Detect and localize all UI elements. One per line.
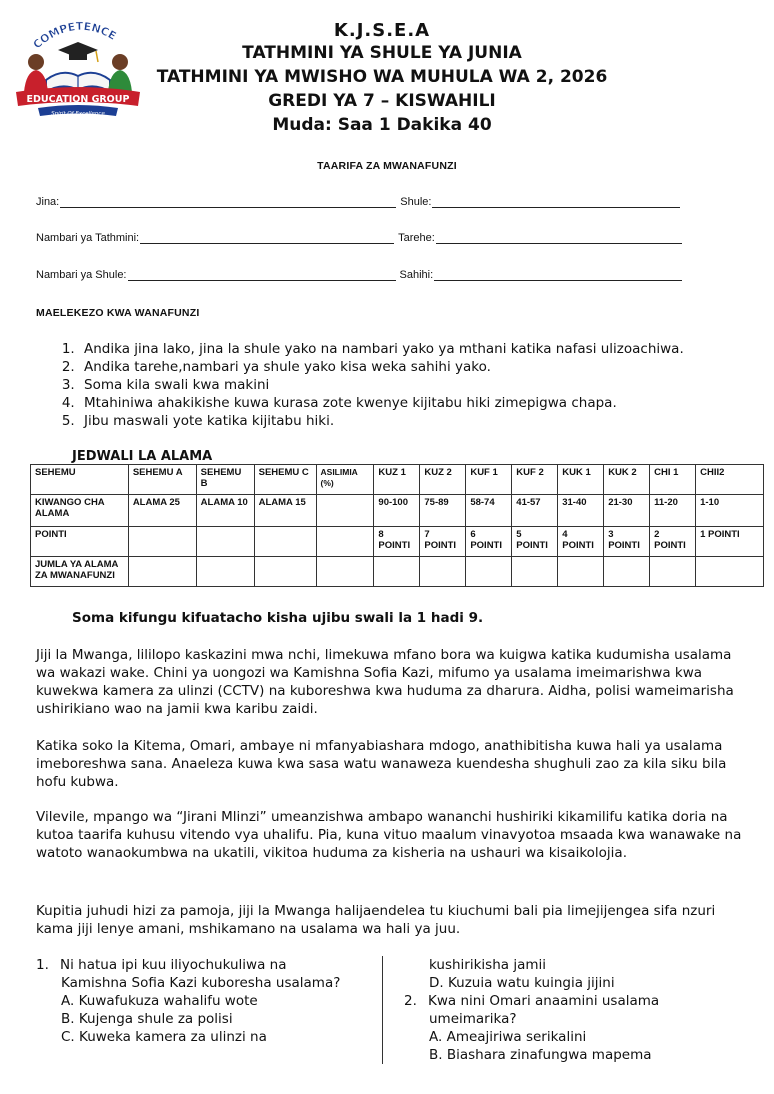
- table-cell: 31-40: [558, 495, 604, 527]
- table-cell: [316, 527, 374, 557]
- question-1: [36, 956, 376, 1046]
- school-number-label: Nambari ya Shule:: [36, 269, 127, 281]
- question-text: umeimarika?: [429, 1011, 517, 1027]
- table-cell: 90-100: [374, 495, 420, 527]
- table-cell: 75-89: [420, 495, 466, 527]
- student-info-title: TAARIFA ZA MWANAFUNZI: [317, 160, 457, 172]
- question-text: Kwa nini Omari anaamini usalama: [428, 993, 660, 1009]
- instruction-item: 1. Andika jina lako, jina la shule yako na nambari yako ya mthani katika nafasi ulizoachiwa.: [79, 340, 756, 358]
- logo-top-text: COMPETENCE: [30, 19, 119, 52]
- question-1-continued: [404, 956, 764, 1064]
- logo-slogan: Spirit Of Excellence: [51, 111, 105, 117]
- question-number: 1.: [36, 957, 49, 973]
- table-cell: POINTI: [31, 527, 129, 557]
- table-cell: 3 POINTI: [604, 527, 650, 557]
- table-cell: [466, 557, 512, 587]
- exam-number-label: Nambari ya Tathmini:: [36, 232, 140, 244]
- instruction-item: 4. Mtahiniwa ahakikishe kuwa kurasa zote kwenye kijitabu hiki zimepigwa chapa.: [79, 394, 756, 412]
- passage-paragraph: Kupitia juhudi hizi za pamoja, jiji la Mwanga halijaendelea tu kiuchumi bali pia limejijengea sifa nzuri kama jiji lenye amani, mshikamano na usalama wa hali ya juu.: [36, 903, 716, 937]
- table-header-cell: KUF 1: [466, 465, 512, 495]
- table-header-cell: KUZ 2: [420, 465, 466, 495]
- date-label: Tarehe:: [398, 232, 435, 244]
- header-duration: Muda: Saa 1 Dakika 40: [272, 115, 492, 135]
- option-b[interactable]: B. Kujenga shule za polisi: [61, 1011, 233, 1027]
- passage-paragraph: Jiji la Mwanga, lililopo kaskazini mwa nchi, limekuwa mfano bora wa kuigwa katika kudumisha usalama wa wakazi wake. Chini ya uongozi wa Kamishna Sofia Kazi, mifumo ya usalama imeimarishwa kwa kuwekwa kamera za ulinzi (CCTV) na kuboreshwa kwa huduma za dharura. Aidha, polisi wameimarisha ushirikiano wao na jamii kwa karibu zaidi.: [36, 647, 734, 717]
- competence-logo: [12, 12, 144, 124]
- marks-table-title: JEDWALI LA ALAMA: [72, 449, 213, 464]
- table-cell: 1 POINTI: [696, 527, 764, 557]
- table-cell: [558, 557, 604, 587]
- table-cell[interactable]: [316, 557, 374, 587]
- table-header-cell: KUZ 1: [374, 465, 420, 495]
- instruction-item: 2. Andika tarehe,nambari ya shule yako kisa weka sahihi yako.: [79, 358, 756, 376]
- table-header-cell: KUK 2: [604, 465, 650, 495]
- table-cell: 6 POINTI: [466, 527, 512, 557]
- table-header-row: [31, 465, 764, 495]
- header-title-kjsea: K.J.S.E.A: [333, 20, 431, 41]
- question-2: [404, 992, 764, 1010]
- table-cell[interactable]: [128, 557, 196, 587]
- passage-paragraph: Katika soko la Kitema, Omari, ambaye ni mfanyabiashara mdogo, anathibitisha kuwa hali ya usalama imeboreshwa sana. Anaeleza kuwa kwa sasa watu wanaweza kuendesha shughuli zao za kila siku bila hofu kubwa.: [36, 738, 727, 790]
- column-divider: [382, 956, 383, 1064]
- option-a[interactable]: A. Kuwafukuza wahalifu wote: [61, 993, 258, 1009]
- table-cell[interactable]: [196, 557, 254, 587]
- table-cell: KIWANGO CHA ALAMA: [31, 495, 129, 527]
- question-number: 2.: [404, 993, 417, 1009]
- table-header-cell: SEHEMU: [31, 465, 129, 495]
- question-text: Kamishna Sofia Kazi kuboresha usalama?: [61, 975, 341, 991]
- table-header-cell: SEHEMU C: [254, 465, 316, 495]
- exam-number-field[interactable]: [36, 232, 682, 244]
- table-cell: 7 POINTI: [420, 527, 466, 557]
- option-d[interactable]: D. Kuzuia watu kuingia jijini: [429, 975, 615, 991]
- option-c-continued[interactable]: kushirikisha jamii: [429, 957, 546, 973]
- table-cell: [316, 495, 374, 527]
- passage-intro: Soma kifungu kifuatacho kisha ujibu swali la 1 hadi 9.: [72, 610, 484, 626]
- name-field[interactable]: [36, 196, 680, 208]
- table-cell: 4 POINTI: [558, 527, 604, 557]
- table-header-cell: ASILIMIA (%): [316, 465, 374, 495]
- table-cell: [696, 557, 764, 587]
- logo-band-text: EDUCATION GROUP: [26, 94, 130, 105]
- instruction-item: 5. Jibu maswali yote katika kijitabu hiki.: [79, 412, 756, 430]
- question-text: Ni hatua ipi kuu iliyochukuliwa na: [60, 957, 287, 973]
- table-cell: 1-10: [696, 495, 764, 527]
- name-label: Jina:: [36, 196, 60, 208]
- table-cell: [650, 557, 696, 587]
- table-cell: [196, 527, 254, 557]
- instructions-title: MAELEKEZO KWA WANAFUNZI: [36, 307, 200, 319]
- table-cell: 8 POINTI: [374, 527, 420, 557]
- table-cell: [128, 527, 196, 557]
- table-cell: [512, 557, 558, 587]
- table-cell: ALAMA 10: [196, 495, 254, 527]
- table-header-cell: KUF 2: [512, 465, 558, 495]
- table-row: [31, 495, 764, 527]
- table-cell: [420, 557, 466, 587]
- table-header-cell: SEHEMU B: [196, 465, 254, 495]
- table-header-cell: CHI 1: [650, 465, 696, 495]
- passage-paragraph: Vilevile, mpango wa “Jirani Mlinzi” umeanzishwa ambapo wananchi hushiriki kikamilifu katika doria na kutoa taarifa kuhusu vitendo vya uhalifu. Pia, kuna vituo maalum vinavyotoa msaada kwa wanawake na watoto wanaokumbwa na ukatili, vikitoa huduma za kisheria na ushauri wa kisaikolojia.: [36, 809, 742, 861]
- header-title-line2: TATHMINI YA SHULE YA JUNIA: [242, 43, 522, 63]
- header-title-line4: GREDI YA 7 – KISWAHILI: [268, 91, 496, 111]
- school-number-field[interactable]: [36, 269, 682, 281]
- table-cell: 5 POINTI: [512, 527, 558, 557]
- school-label: Shule:: [400, 196, 432, 208]
- table-cell: 41-57: [512, 495, 558, 527]
- table-cell: [254, 527, 316, 557]
- table-cell: 21-30: [604, 495, 650, 527]
- table-header-cell: KUK 1: [558, 465, 604, 495]
- table-cell: [374, 557, 420, 587]
- table-cell: [604, 557, 650, 587]
- table-row: [31, 527, 764, 557]
- table-cell: 2 POINTI: [650, 527, 696, 557]
- option-b[interactable]: B. Biashara zinafungwa mapema: [429, 1047, 652, 1063]
- table-cell: ALAMA 25: [128, 495, 196, 527]
- table-header-cell: SEHEMU A: [128, 465, 196, 495]
- signature-label: Sahihi:: [399, 269, 434, 281]
- table-cell: 11-20: [650, 495, 696, 527]
- marks-table: [30, 464, 764, 587]
- instruction-item: 3. Soma kila swali kwa makini: [79, 376, 756, 394]
- table-cell: JUMLA YA ALAMA ZA MWANAFUNZI: [31, 557, 129, 587]
- option-c[interactable]: C. Kuweka kamera za ulinzi na: [61, 1029, 267, 1045]
- table-cell: ALAMA 15: [254, 495, 316, 527]
- instructions-list: [36, 340, 756, 430]
- table-cell[interactable]: [254, 557, 316, 587]
- table-cell: 58-74: [466, 495, 512, 527]
- option-a[interactable]: A. Ameajiriwa serikalini: [429, 1029, 587, 1045]
- table-header-cell: CHII2: [696, 465, 764, 495]
- table-row: [31, 557, 764, 587]
- header-title-line3: TATHMINI YA MWISHO WA MUHULA WA 2, 2026: [156, 67, 608, 87]
